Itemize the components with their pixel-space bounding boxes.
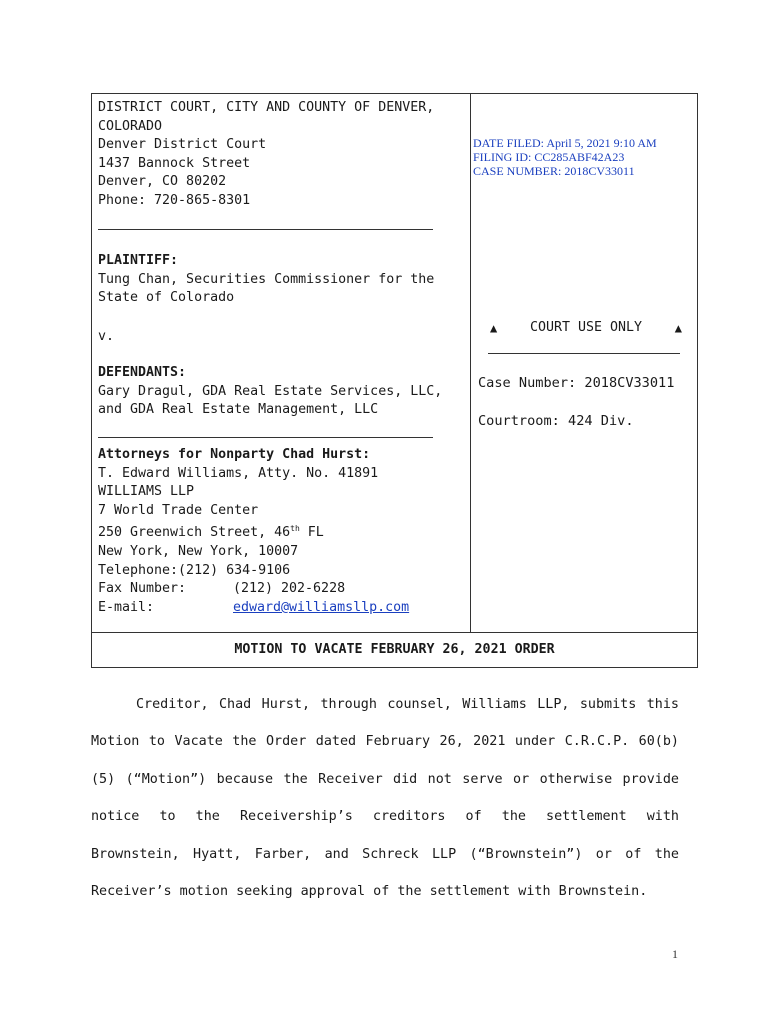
rule-after-court [98, 229, 433, 230]
filing-id: FILING ID: CC285ABF42A23 [473, 150, 625, 164]
court-line-1: DISTRICT COURT, CITY AND COUNTY OF DENVER, [98, 100, 435, 115]
address-ordinal: th [290, 524, 300, 534]
attorneys-label: Attorneys for Nonparty Chad Hurst: [98, 447, 371, 462]
attorney-name: T. Edward Williams, Atty. No. 41891 [98, 465, 379, 481]
attorneys-block [98, 446, 409, 617]
filing-case-number: CASE NUMBER: 2018CV33011 [473, 164, 635, 178]
triangle-right-icon: ▲ [674, 320, 682, 335]
plaintiff-block [98, 252, 434, 308]
versus: v. [98, 329, 115, 344]
court-block [98, 99, 434, 211]
plaintiff-line-1: Tung Chan, Securities Commissioner for the [98, 271, 435, 287]
attorney-telephone: Telephone:(212) 634-9106 [98, 562, 291, 578]
defendants-label: DEFENDANTS: [98, 365, 187, 380]
email-link[interactable]: edward@williamsllp.com [233, 599, 410, 615]
defendants-line-1: Gary Dragul, GDA Real Estate Services, LLC, [98, 383, 443, 399]
defendants-line-2: and GDA Real Estate Management, LLC [98, 402, 379, 418]
court-name: Denver District Court [98, 137, 267, 153]
courtroom: Courtroom: 424 Div. [478, 413, 634, 429]
attorney-address-1: 7 World Trade Center [98, 502, 259, 518]
attorney-city: New York, New York, 10007 [98, 543, 299, 559]
plaintiff-label: PLAINTIFF: [98, 253, 179, 268]
court-line-2: COLORADO [98, 118, 163, 134]
filing-stamp [473, 136, 657, 178]
attorney-firm: WILLIAMS LLP [98, 484, 195, 500]
address-street: 250 Greenwich Street, 46 [98, 525, 291, 541]
court-street: 1437 Bannock Street [98, 155, 251, 171]
rule-after-defendants [98, 437, 433, 438]
rule-court-use [488, 353, 680, 354]
triangle-left-icon: ▲ [490, 320, 498, 335]
case-number: Case Number: 2018CV33011 [478, 375, 675, 391]
court-use-label: COURT USE ONLY [529, 320, 643, 335]
attorney-fax [98, 580, 409, 599]
court-phone: Phone: 720-865-8301 [98, 192, 251, 208]
court-city: Denver, CO 80202 [98, 174, 227, 190]
motion-title: MOTION TO VACATE FEBRUARY 26, 2021 ORDER [234, 642, 555, 657]
body-paragraph: Creditor, Chad Hurst, through counsel, Williams LLP, submits this Motion to Vacate the Order dated February 26, 2021 under C.R.C.P. 60(b)(5) (“Motion”) because the Receiver did not serve or otherwise provide notice to the Receivership’s creditors of the settlement with Brownstein, Hyatt, Farber, and Schreck LLP (“Brownstein”) or of the Receiver’s motion seeking approval of the settlement with Brownstein. [91, 697, 679, 900]
court-use-only [490, 320, 682, 335]
page-number: 1 [672, 947, 678, 961]
fax-value: (212) 202-6228 [233, 581, 346, 597]
defendants-block [98, 364, 442, 420]
filing-date: DATE FILED: April 5, 2021 9:10 AM [473, 136, 657, 150]
email-label: E-mail: [98, 599, 155, 615]
attorney-address-2 [98, 520, 409, 543]
column-divider [470, 93, 471, 632]
address-floor: FL [299, 525, 324, 541]
attorney-email [98, 599, 409, 618]
fax-label: Fax Number: [98, 581, 187, 597]
title-divider [91, 632, 698, 633]
plaintiff-line-2: State of Colorado [98, 290, 235, 306]
